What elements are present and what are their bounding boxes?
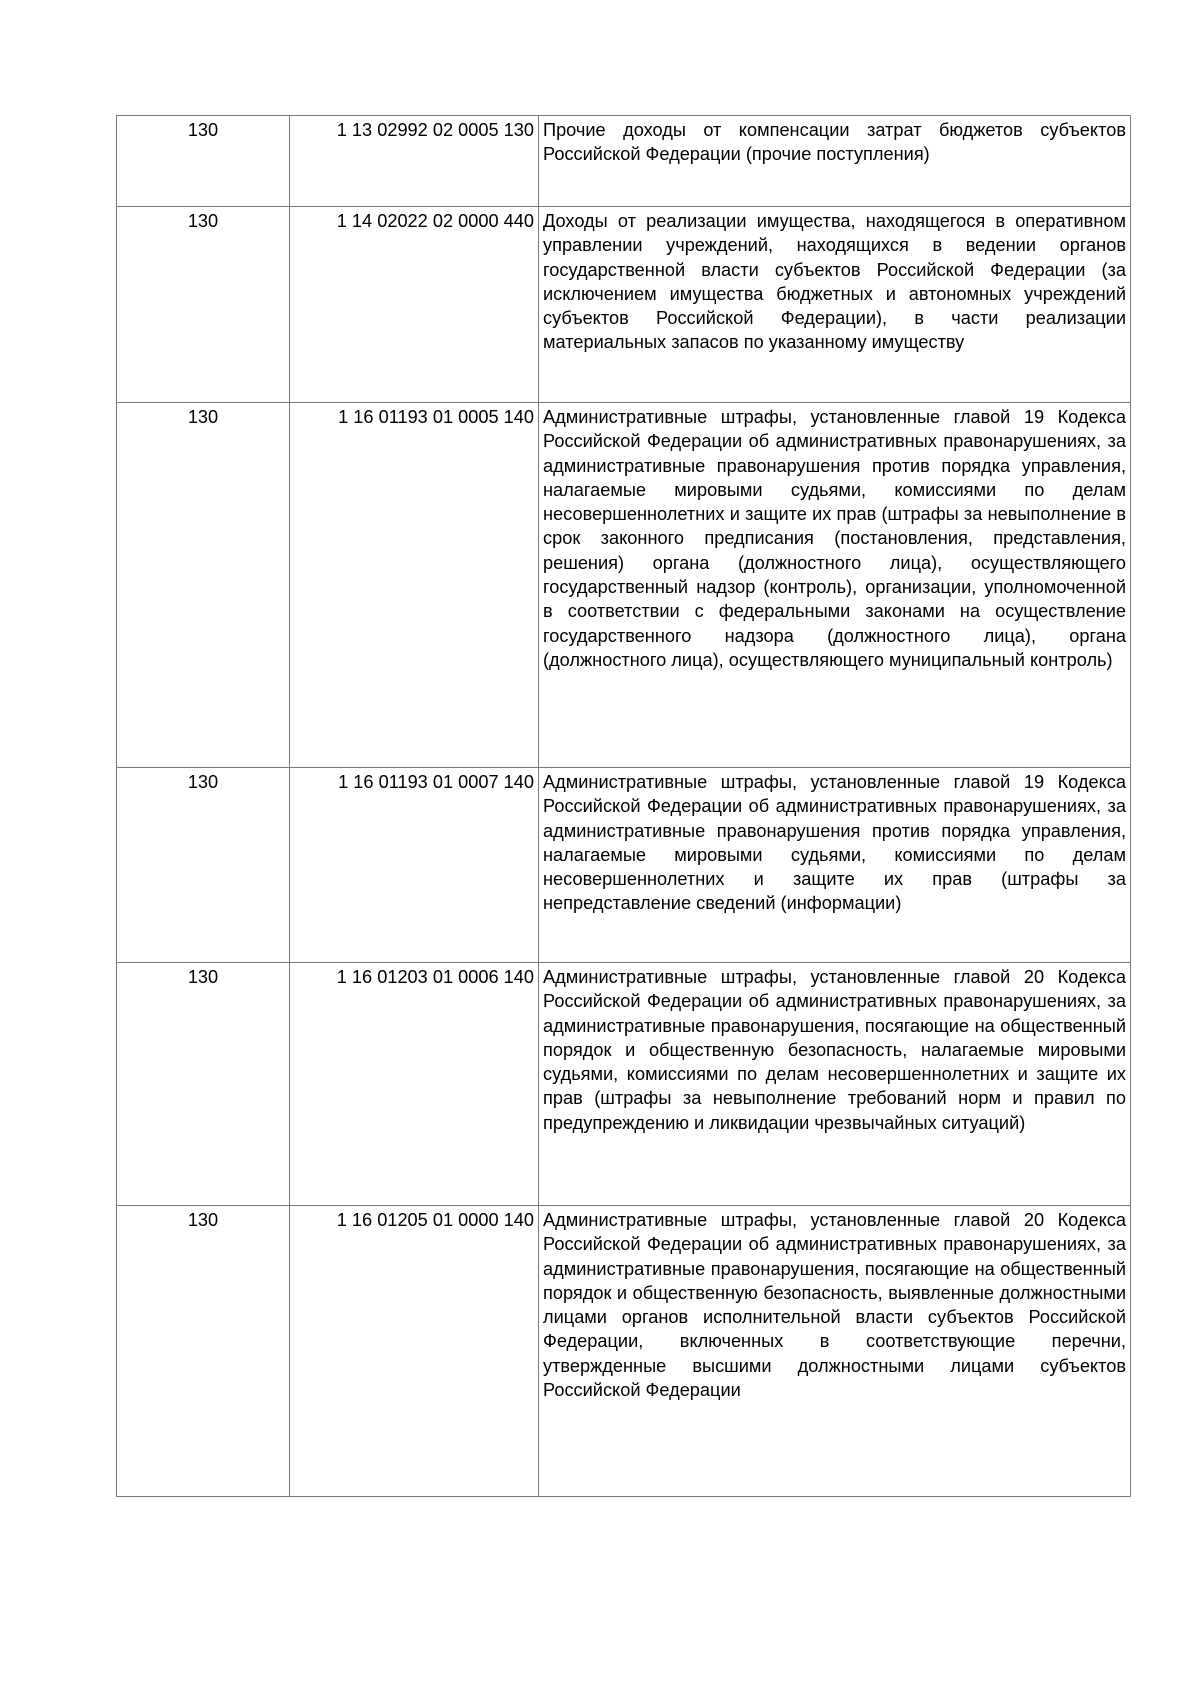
admin-code-cell: 130	[117, 768, 290, 963]
table-row	[117, 207, 1131, 403]
admin-code-cell: 130	[117, 1206, 290, 1497]
revenue-name-cell: Административные штрафы, установленные главой 19 Кодекса Российской Федерации об административных правонарушениях, за административные правонарушения против порядка управления, налагаемые мировыми судьями, комиссиями по делам несовершеннолетних и защите их прав (штрафы за невыполнение в срок законного предписания (постановления, представления, решения) органа (должностного лица), осуществляющего государственный надзор (контроль), организации, уполномоченной в соответствии с федеральными законами на осуществление государственного надзора (должностного лица), органа (должностного лица), осуществляющего муниципальный контроль)	[539, 403, 1131, 768]
table-row	[117, 403, 1131, 768]
table-row	[117, 116, 1131, 207]
admin-code-cell: 130	[117, 116, 290, 207]
budget-code-cell: 1 16 01193 01 0007 140	[290, 768, 539, 963]
revenue-name-cell: Прочие доходы от компенсации затрат бюджетов субъектов Российской Федерации (прочие поступления)	[539, 116, 1131, 207]
budget-code-cell: 1 16 01205 01 0000 140	[290, 1206, 539, 1497]
admin-code-cell: 130	[117, 963, 290, 1206]
budget-code-cell: 1 13 02992 02 0005 130	[290, 116, 539, 207]
revenue-name-cell: Административные штрафы, установленные главой 20 Кодекса Российской Федерации об административных правонарушениях, за административные правонарушения, посягающие на общественный порядок и общественную безопасность, налагаемые мировыми судьями, комиссиями по делам несовершеннолетних и защите их прав (штрафы за невыполнение требований норм и правил по предупреждению и ликвидации чрезвычайных ситуаций)	[539, 963, 1131, 1206]
revenue-name-cell: Административные штрафы, установленные главой 19 Кодекса Российской Федерации об административных правонарушениях, за административные правонарушения против порядка управления, налагаемые мировыми судьями, комиссиями по делам несовершеннолетних и защите их прав (штрафы за непредставление сведений (информации)	[539, 768, 1131, 963]
revenue-name-cell: Административные штрафы, установленные главой 20 Кодекса Российской Федерации об административных правонарушениях, за административные правонарушения, посягающие на общественный порядок и общественную безопасность, выявленные должностными лицами органов исполнительной власти субъектов Российской Федерации, включенных в соответствующие перечни, утвержденные высшими должностными лицами субъектов Российской Федерации	[539, 1206, 1131, 1497]
admin-code-cell: 130	[117, 207, 290, 403]
revenue-codes-table	[116, 115, 1131, 1497]
budget-code-cell: 1 16 01203 01 0006 140	[290, 963, 539, 1206]
table-row	[117, 768, 1131, 963]
table-row	[117, 963, 1131, 1206]
table-row	[117, 1206, 1131, 1497]
revenue-name-cell: Доходы от реализации имущества, находящегося в оперативном управлении учреждений, находящихся в ведении органов государственной власти субъектов Российской Федерации (за исключением имущества бюджетных и автономных учреждений субъектов Российской Федерации), в части реализации материальных запасов по указанному имуществу	[539, 207, 1131, 403]
budget-code-cell: 1 14 02022 02 0000 440	[290, 207, 539, 403]
admin-code-cell: 130	[117, 403, 290, 768]
budget-code-cell: 1 16 01193 01 0005 140	[290, 403, 539, 768]
